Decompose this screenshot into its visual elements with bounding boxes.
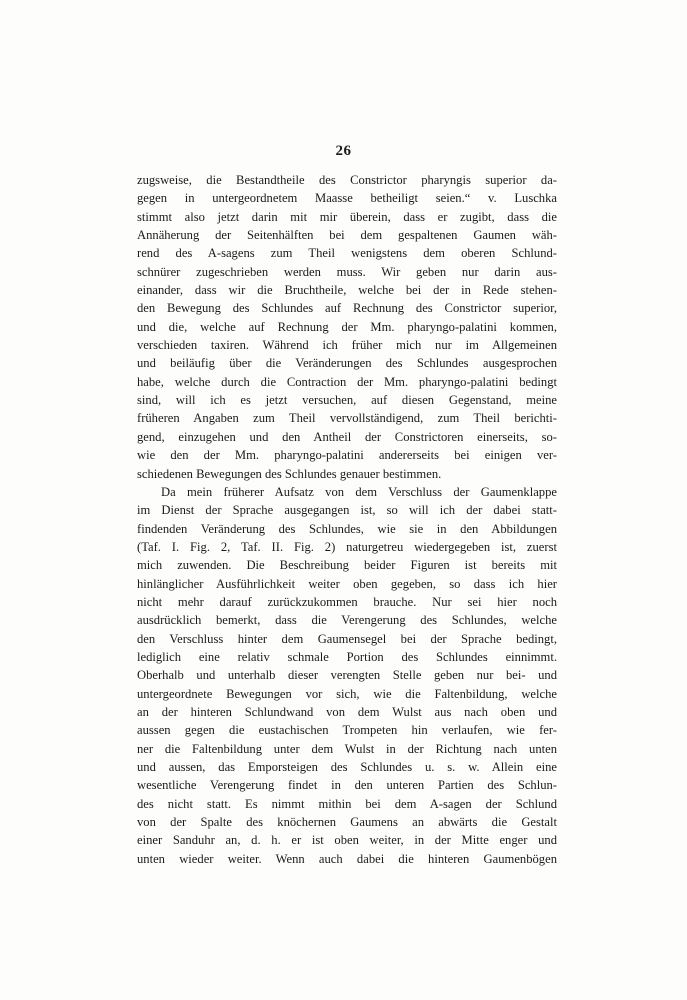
text-line: einer Sanduhr an, d. h. er ist oben weiter, in der Mitte enger und <box>137 833 557 848</box>
text-line: zugsweise, die Bestandtheile des Constrictor pharyngis superior da- <box>137 173 557 187</box>
text-line: hinlänglicher Ausführlichkeit weiter oben gegeben, so dass ich hier <box>137 576 557 591</box>
text-line: des nicht statt. Es nimmt mithin bei dem A-sagen der Schlund <box>137 796 557 811</box>
text-line: an der hinteren Schlundwand von dem Wulst aus nach oben und <box>137 704 557 719</box>
text-line: gend, einzugehen und den Antheil der Constrictoren einerseits, so- <box>137 429 557 444</box>
text-line: Annäherung der Seitenhälften bei dem gespaltenen Gaumen wäh- <box>137 228 557 243</box>
text-line: findenden Veränderung des Schlundes, wie sie in den Abbildungen <box>137 521 557 536</box>
text-line: ausdrücklich bemerkt, dass die Verengerung des Schlundes, welche <box>137 613 557 628</box>
text-line: lediglich eine relativ schmale Portion des Schlundes einnimmt. <box>137 649 557 664</box>
text-line: rend des A-sagens zum Theil wenigstens dem oberen Schlund- <box>137 246 557 261</box>
body-text <box>137 171 557 868</box>
text-line: und aussen, das Emporsteigen des Schlundes u. s. w. Allein eine <box>137 760 557 774</box>
text-line: ner die Faltenbildung unter dem Wulst in der Richtung nach unten <box>137 741 557 756</box>
text-line: (Taf. I. Fig. 2, Taf. II. Fig. 2) naturgetreu wiedergegeben ist, zuerst <box>137 539 557 554</box>
text-line: Da mein früherer Aufsatz von dem Verschluss der Gaumenklappe <box>161 484 557 499</box>
text-line: mich zuwenden. Die Beschreibung beider Figuren ist bereits mit <box>137 558 557 573</box>
text-line: untergeordnete Bewegungen vor sich, wie die Faltenbildung, welche <box>137 686 557 701</box>
text-line: gegen in untergeordnetem Maasse betheiligt seien.“ v. Luschka <box>137 191 557 206</box>
text-line: einander, dass wir die Bruchtheile, welche bei der in Rede stehen- <box>137 283 557 298</box>
text-line: wie den der Mm. pharyngo-palatini andererseits bei einigen ver- <box>137 448 557 463</box>
text-line: schiedenen Bewegungen des Schlundes genauer bestimmen. <box>137 466 442 481</box>
text-line: verschieden taxiren. Während ich früher mich nur im Allgemeinen <box>137 338 557 353</box>
page-number: 26 <box>335 143 352 159</box>
text-line: aussen gegen die eustachischen Trompeten hin verlaufen, wie fer- <box>137 723 557 738</box>
text-line: und die, welche auf Rechnung der Mm. pharyngo-palatini kommen, <box>137 319 557 334</box>
text-line: den Verschluss hinter dem Gaumensegel bei der Sprache bedingt, <box>137 631 557 646</box>
text-line: nicht mehr darauf zurückzukommen brauche. Nur sei hier noch <box>137 594 557 609</box>
text-line: schnürer zugeschrieben werden muss. Wir geben nur darin aus- <box>137 264 557 279</box>
text-line: im Dienst der Sprache ausgegangen ist, so will ich der dabei statt- <box>137 503 557 518</box>
text-line: sind, will ich es jetzt versuchen, auf diesen Gegenstand, meine <box>137 393 557 408</box>
text-line: früheren Angaben zum Theil vervollständigend, zum Theil berichti- <box>137 411 557 426</box>
text-line: unten wieder weiter. Wenn auch dabei die hinteren Gaumenbögen <box>137 851 557 866</box>
text-line: von der Spalte des knöchernen Gaumens an abwärts die Gestalt <box>137 815 557 830</box>
text-line: habe, welche durch die Contraction der Mm. pharyngo-palatini bedingt <box>137 374 557 389</box>
text-line: wesentliche Verengerung findet in den unteren Partien des Schlun- <box>137 778 557 793</box>
text-line: Oberhalb und unterhalb dieser verengten Stelle geben nur bei- und <box>137 668 557 683</box>
text-line: den Bewegung des Schlundes auf Rechnung des Constrictor superior, <box>137 301 557 316</box>
text-line: stimmt also jetzt darin mit mir überein, dass er zugibt, dass die <box>137 209 557 224</box>
text-line: und beiläufig über die Veränderungen des Schlundes ausgesprochen <box>137 356 557 371</box>
